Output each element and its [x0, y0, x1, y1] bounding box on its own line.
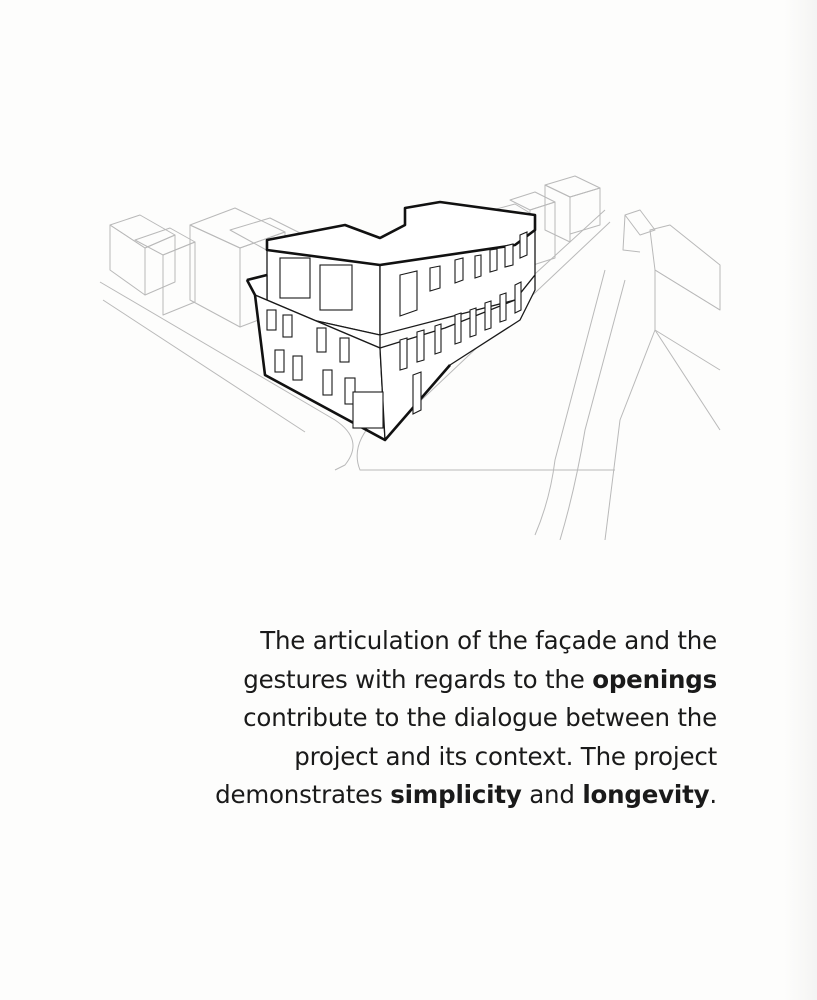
caption-line — [157, 622, 717, 661]
caption-emphasis-simplicity: simplicity — [390, 780, 522, 809]
caption-text: The articulation of the façade and the — [260, 626, 717, 655]
caption-line — [157, 776, 717, 815]
caption-line — [157, 699, 717, 738]
caption-text: demonstrates — [215, 780, 391, 809]
context-far-right — [535, 210, 720, 540]
caption-emphasis-longevity: longevity — [582, 780, 710, 809]
caption-paragraph — [157, 622, 717, 815]
caption-line — [157, 738, 717, 777]
caption-line — [157, 661, 717, 700]
main-building — [247, 202, 535, 440]
axonometric-building-drawing — [95, 170, 725, 540]
caption-text: gestures with regards to the — [243, 664, 593, 694]
caption-text: contribute to the dialogue between the — [243, 703, 717, 732]
building-illustration-icon — [95, 170, 725, 540]
caption-emphasis-openings: openings — [592, 664, 717, 694]
caption-text: and — [521, 780, 583, 809]
caption-text: . — [709, 780, 717, 809]
caption-text: project and its context. The project — [294, 741, 717, 771]
